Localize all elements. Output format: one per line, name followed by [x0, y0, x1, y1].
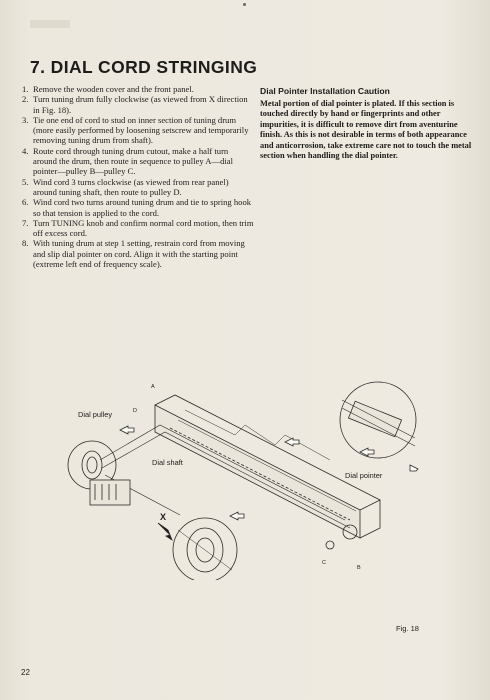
dial-pointer-label: Dial pointer [345, 471, 383, 480]
step-number: 3. [22, 114, 29, 125]
steps-list [22, 84, 254, 269]
tuning-drum-detail [173, 518, 237, 580]
pulley-a-label: A [151, 384, 155, 390]
step-text: Tie one end of cord to stud on inner section of tuning drum (more easily performed by loosening setscrew and temporarily removing tuning drum from shaft). [33, 114, 249, 146]
step-number: 4. [22, 145, 29, 156]
step-item [22, 177, 254, 198]
step-number: 7. [22, 217, 29, 228]
step-number: 1. [22, 84, 29, 94]
x-direction-label: X [160, 512, 167, 522]
x-view-arrow [158, 523, 172, 540]
page-mark [243, 3, 246, 6]
dial-pointer-detail [340, 382, 416, 458]
pulley-c-label: C [322, 560, 326, 566]
step-item [22, 94, 254, 115]
pulley-d-label: D [133, 408, 137, 414]
step-number: 6. [22, 197, 29, 208]
step-number: 2. [22, 94, 29, 105]
dial-shaft-label: Dial shaft [152, 458, 183, 467]
pulley-b-label: B [357, 565, 361, 571]
step-item [22, 84, 254, 94]
dial-cord-diagram [60, 380, 440, 580]
step-text: With tuning drum at step 1 setting, restrain cord from moving and slip dial pointer on cord. Align it with the starting point (extreme left end of frequency scale). [33, 238, 245, 270]
dial-pulley-label: Dial pulley [78, 410, 113, 419]
step-item [22, 115, 254, 146]
chassis-frame [155, 395, 383, 538]
step-text: Route cord through tuning drum cutout, make a half turn around the drum, then route in sequence to pulley A—dial pointer—pulley B—pulley C. [33, 145, 233, 177]
step-item [22, 146, 254, 177]
section-title: 7. DIAL CORD STRINGING [30, 57, 258, 77]
step-text: Remove the wooden cover and the front panel. [33, 84, 194, 94]
caution-heading: Dial Pointer Installation Caution [260, 86, 390, 96]
show-through-mark [30, 20, 70, 28]
step-item [22, 238, 254, 269]
step-text: Wind cord 3 turns clockwise (as viewed from rear panel) around tuning shaft, then route to pulley D. [33, 176, 229, 197]
dial-pulley-detail [68, 441, 130, 505]
step-number: 8. [22, 238, 29, 249]
step-item [22, 197, 254, 218]
step-number: 5. [22, 176, 29, 187]
page-number: 22 [21, 668, 30, 677]
caution-text: Metal portion of dial pointer is plated. If this section is touched directly by hand or fingerprints and other impurities, it is difficult to remove dirt from aventurine finish. As this is not desirable in terms of both appearance and anticorrosion, take extreme care not to touch the metal section when handling the dial pointer. [260, 99, 472, 161]
step-text: Wind cord two turns around tuning drum and tie to spring hook so that tension is applied to the cord. [33, 197, 252, 218]
step-item [22, 218, 254, 239]
step-text: Turn tuning drum fully clockwise (as viewed from X direction in Fig. 18). [33, 94, 248, 115]
step-text: Turn TUNING knob and confirm normal cord motion, then trim off excess cord. [33, 217, 254, 239]
figure-caption: Fig. 18 [396, 624, 419, 633]
